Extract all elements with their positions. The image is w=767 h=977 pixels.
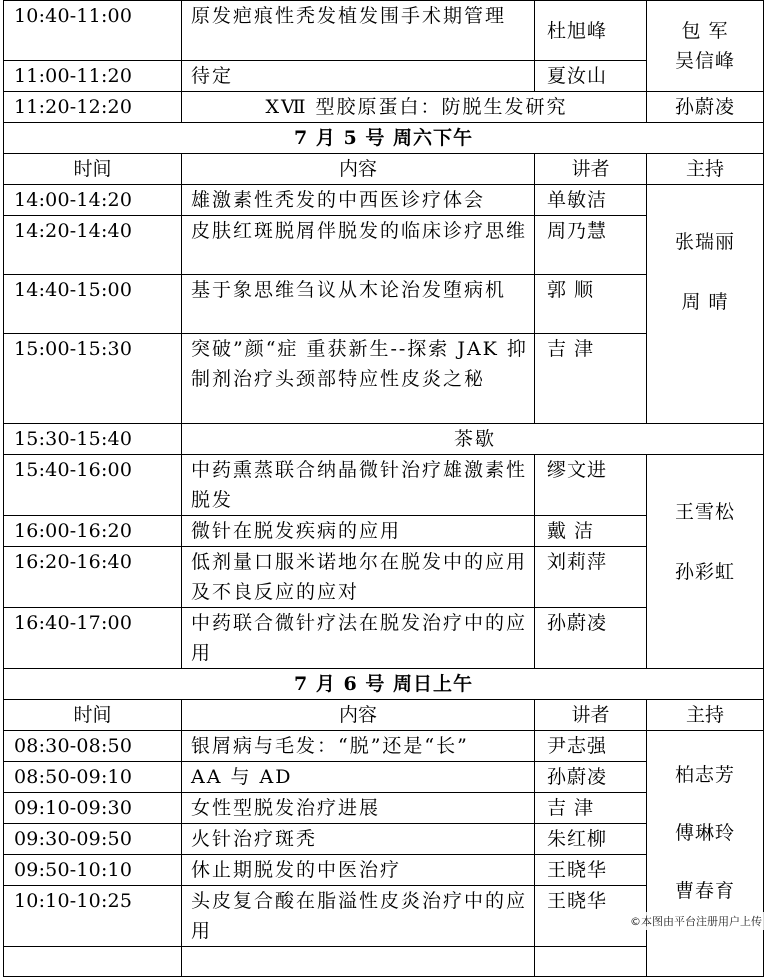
speaker-cell: 戴 洁 — [535, 516, 647, 547]
header-speaker: 讲者 — [535, 700, 647, 731]
host-name: 孙彩虹 — [674, 561, 735, 583]
header-row — [4, 154, 764, 185]
table-row — [4, 1, 764, 61]
host-cell — [647, 455, 764, 669]
speaker-cell: 刘莉萍 — [535, 547, 647, 608]
time-cell: 10:40-11:00 — [4, 1, 182, 61]
speaker-cell: 吉 津 — [535, 793, 647, 824]
table-row — [4, 185, 764, 216]
time-cell: 15:40-16:00 — [4, 455, 182, 516]
host-cell — [647, 731, 764, 977]
header-row — [4, 700, 764, 731]
header-time: 时间 — [4, 154, 182, 185]
content-cell: 皮肤红斑脱屑伴脱发的临床诊疗思维 — [182, 216, 535, 275]
section-title: 7 月 6 号 周日上午 — [4, 669, 764, 700]
table-row — [4, 731, 764, 762]
time-cell: 09:30-09:50 — [4, 824, 182, 855]
host-name: 张瑞丽 — [674, 231, 735, 253]
content-cell: 突破”颜“症 重获新生--探索 JAK 抑制剂治疗头颈部特应性皮炎之秘 — [182, 334, 535, 424]
watermark: ©本图由平台注册用户上传 — [628, 912, 764, 930]
content-cell: 微针在脱发疾病的应用 — [182, 516, 535, 547]
content-cell: 女性型脱发治疗进展 — [182, 793, 535, 824]
content-cell: 雄激素性秃发的中西医诊疗体会 — [182, 185, 535, 216]
content-cell: 中药联合微针疗法在脱发治疗中的应用 — [182, 608, 535, 669]
time-cell: 08:50-09:10 — [4, 762, 182, 793]
header-content: 内容 — [182, 700, 535, 731]
header-speaker: 讲者 — [535, 154, 647, 185]
speaker-cell: 周乃慧 — [535, 216, 647, 275]
time-cell: 14:00-14:20 — [4, 185, 182, 216]
table-row — [4, 455, 764, 516]
speaker-cell: 孙蔚凌 — [535, 608, 647, 669]
speaker-cell — [535, 947, 647, 977]
header-host: 主持 — [647, 154, 764, 185]
host-cell: 孙蔚凌 — [647, 92, 764, 123]
host-name: 包 军 — [681, 20, 729, 42]
content-cell: 中药熏蒸联合纳晶微针治疗雄激素性脱发 — [182, 455, 535, 516]
content-cell: 头皮复合酸在脂溢性皮炎治疗中的应用 — [182, 886, 535, 947]
content-cell: 基于象思维刍议从木论治发堕病机 — [182, 275, 535, 334]
content-cell: 火针治疗斑秃 — [182, 824, 535, 855]
speaker-cell: 郭 顺 — [535, 275, 647, 334]
host-name: 王雪松 — [674, 501, 735, 523]
host-name: 曹春育 — [674, 880, 735, 902]
time-cell: 09:10-09:30 — [4, 793, 182, 824]
content-cell: 休止期脱发的中医治疗 — [182, 855, 535, 886]
speaker-cell: 吉 津 — [535, 334, 647, 424]
time-cell: 09:50-10:10 — [4, 855, 182, 886]
content-cell: 低剂量口服米诺地尔在脱发中的应用及不良反应的应对 — [182, 547, 535, 608]
time-cell: 14:40-15:00 — [4, 275, 182, 334]
speaker-cell: 王晓华 — [535, 886, 647, 947]
speaker-cell: 杜旭峰 — [535, 1, 647, 61]
host-cell — [647, 1, 764, 92]
time-cell: 08:30-08:50 — [4, 731, 182, 762]
speaker-cell: 尹志强 — [535, 731, 647, 762]
speaker-cell: 夏汝山 — [535, 61, 647, 92]
time-cell: 16:40-17:00 — [4, 608, 182, 669]
header-content: 内容 — [182, 154, 535, 185]
content-cell — [182, 947, 535, 977]
host-name: 吴信峰 — [674, 50, 735, 72]
time-cell: 11:20-12:20 — [4, 92, 182, 123]
time-cell — [4, 947, 182, 977]
agenda-table — [3, 0, 764, 977]
content-cell: 银屑病与毛发：“脱”还是“长” — [182, 731, 535, 762]
host-cell — [647, 185, 764, 424]
content-cell: AA 与 AD — [182, 762, 535, 793]
speaker-cell: 孙蔚凌 — [535, 762, 647, 793]
table-row — [4, 424, 764, 455]
time-cell: 15:00-15:30 — [4, 334, 182, 424]
time-cell: 14:20-14:40 — [4, 216, 182, 275]
content-cell: XⅦ 型胶原蛋白：防脱生发研究 — [182, 92, 647, 123]
break-cell: 茶歇 — [182, 424, 764, 455]
time-cell: 10:10-10:25 — [4, 886, 182, 947]
host-name: 周 晴 — [681, 291, 729, 313]
time-cell: 16:20-16:40 — [4, 547, 182, 608]
section-title-row — [4, 669, 764, 700]
time-cell: 16:00-16:20 — [4, 516, 182, 547]
section-title-row — [4, 123, 764, 154]
content-cell: 原发疤痕性秃发植发围手术期管理 — [182, 1, 535, 61]
time-cell: 15:30-15:40 — [4, 424, 182, 455]
host-name: 傅琳玲 — [674, 822, 735, 844]
header-time: 时间 — [4, 700, 182, 731]
speaker-cell: 王晓华 — [535, 855, 647, 886]
time-cell: 11:00-11:20 — [4, 61, 182, 92]
speaker-cell: 缪文进 — [535, 455, 647, 516]
table-row — [4, 92, 764, 123]
host-name: 柏志芳 — [674, 764, 735, 786]
content-cell: 待定 — [182, 61, 535, 92]
speaker-cell: 朱红柳 — [535, 824, 647, 855]
header-host: 主持 — [647, 700, 764, 731]
section-title: 7 月 5 号 周六下午 — [4, 123, 764, 154]
speaker-cell: 单敏洁 — [535, 185, 647, 216]
